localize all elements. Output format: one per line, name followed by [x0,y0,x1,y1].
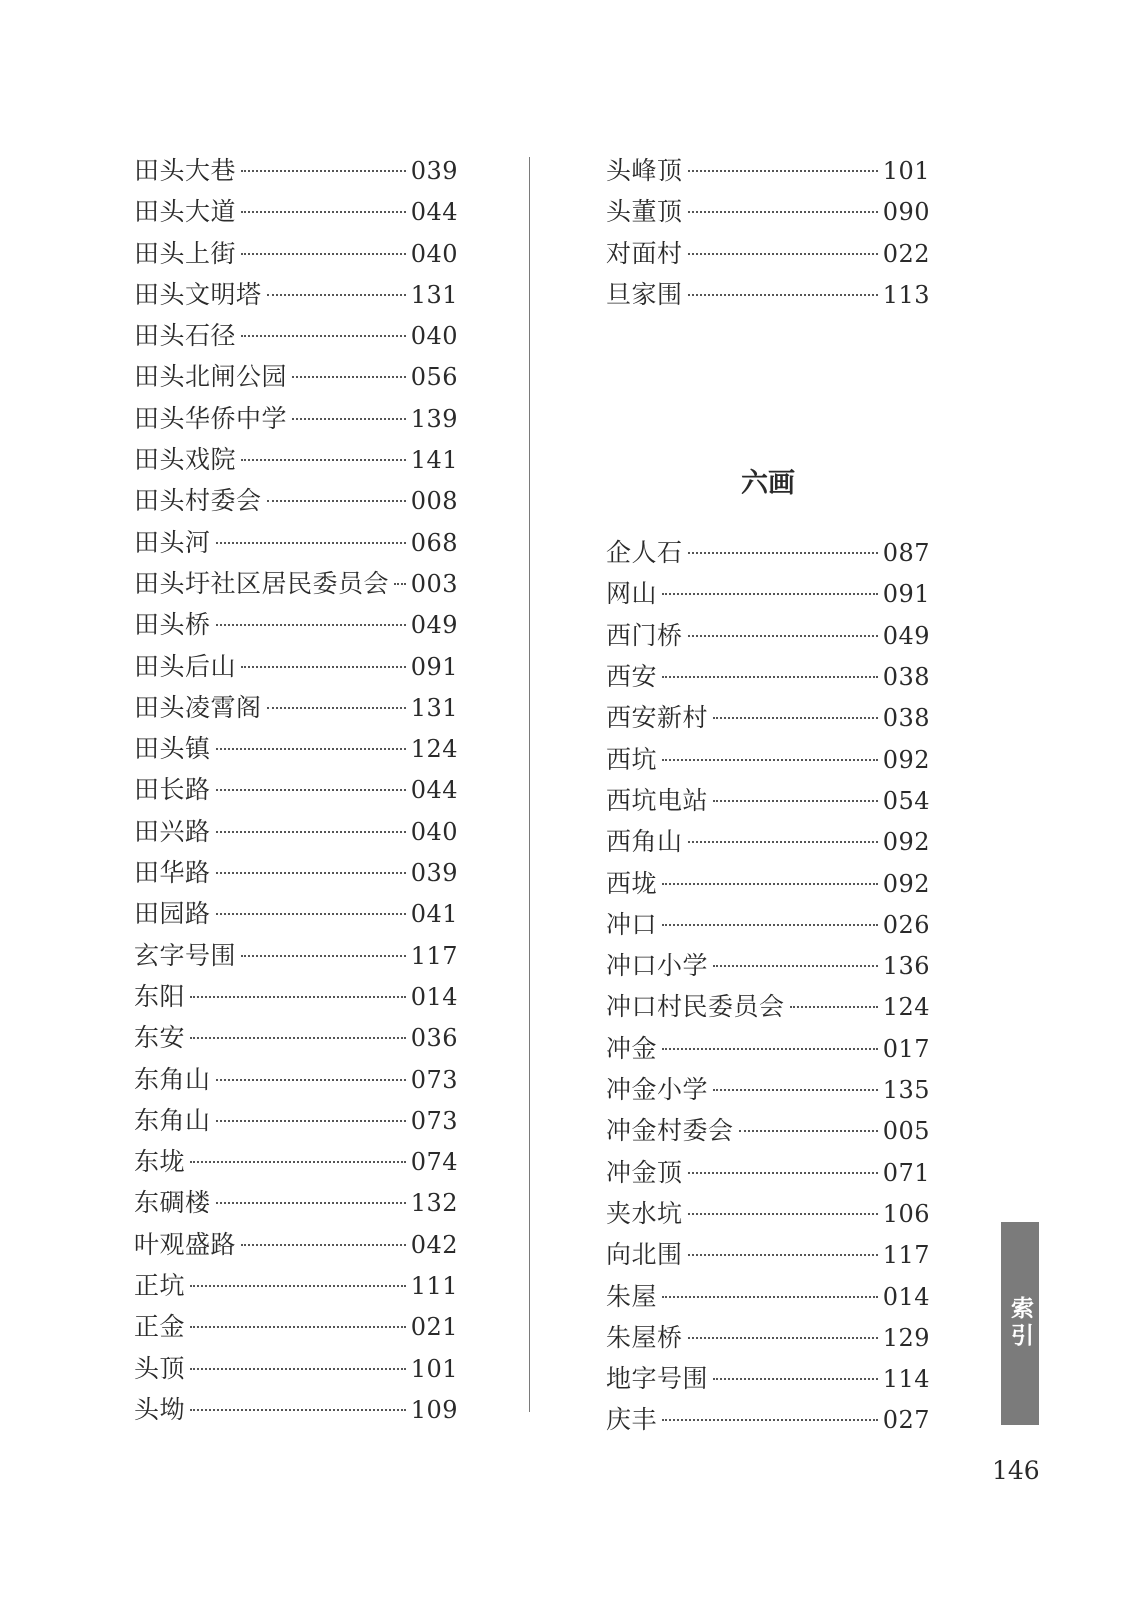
entry-name: 田头村委会 [134,486,262,516]
dot-leader [739,1130,878,1132]
entry-name: 冲金小学 [606,1075,709,1105]
dot-leader [688,170,878,172]
index-entry [606,573,930,614]
entry-name: 朱屋 [606,1281,658,1311]
entry-name: 夹水坑 [606,1198,683,1228]
dot-leader [216,748,406,750]
dot-leader [216,624,406,626]
dot-leader [688,211,878,213]
entry-name: 西坑电站 [606,785,709,815]
entry-name: 田头河 [134,527,211,557]
index-entry [134,893,458,934]
entry-name: 西坑 [606,744,658,774]
entry-page-number: 101 [882,157,930,185]
index-entry [134,191,458,232]
entry-page-number: 124 [882,993,930,1022]
index-entry [134,687,458,728]
index-entry [134,811,458,852]
dot-leader [241,955,406,957]
entry-page-number: 111 [410,1272,458,1301]
index-entry [134,233,458,274]
index-entry [606,1069,930,1110]
dot-leader [190,1037,406,1039]
dot-leader [190,1285,406,1287]
entry-name: 田长路 [134,775,211,805]
dot-leader [190,996,406,998]
dot-leader [713,965,878,967]
entry-page-number: 101 [410,1354,458,1383]
entry-page-number: 054 [882,786,930,815]
entry-page-number: 056 [410,363,458,392]
entry-name: 田头凌霄阁 [134,692,262,722]
entry-page-number: 113 [882,280,930,309]
entry-name: 西安 [606,662,658,692]
entry-name: 田兴路 [134,816,211,846]
entry-page-number: 021 [410,1313,458,1342]
entry-name: 西安新村 [606,703,709,733]
entry-page-number: 039 [410,157,458,185]
entry-page-number: 049 [410,611,458,640]
index-entry [134,1306,458,1347]
entry-name: 冲口 [606,909,658,939]
entry-name: 头顶 [134,1353,186,1383]
dot-leader [267,294,406,296]
entry-name: 田头圩社区居民委员会 [134,568,390,598]
dot-leader [190,1326,406,1328]
dot-leader [688,1254,878,1256]
entry-page-number: 040 [410,817,458,846]
dot-leader [662,593,878,595]
index-entry [134,356,458,397]
index-entry [134,1059,458,1100]
page-number: 146 [992,1456,1040,1485]
entry-page-number: 036 [410,1024,458,1053]
index-right-column [606,150,930,1441]
dot-leader [216,1120,406,1122]
index-entry [134,769,458,810]
dot-leader [394,583,406,585]
entry-page-number: 017 [882,1034,930,1063]
entry-name: 冲金村委会 [606,1116,734,1146]
dot-leader [662,883,878,885]
entry-name: 东垅 [134,1147,186,1177]
dot-leader [267,707,406,709]
entry-page-number: 091 [882,580,930,609]
index-entry [606,656,930,697]
dot-leader [216,789,406,791]
entry-name: 田头大道 [134,197,237,227]
entry-name: 向北围 [606,1240,683,1270]
dot-leader [662,759,878,761]
index-entry [606,1317,930,1358]
entry-page-number: 041 [410,900,458,929]
index-entry [134,646,458,687]
entry-page-number: 114 [882,1365,930,1394]
entry-name: 西垅 [606,868,658,898]
index-right-top-group [606,150,930,315]
entry-name: 对面村 [606,238,683,268]
entry-page-number: 074 [410,1148,458,1177]
dot-leader [713,1378,878,1380]
index-left-column [134,150,458,1430]
entry-name: 田头镇 [134,734,211,764]
dot-leader [688,253,878,255]
entry-page-number: 038 [882,663,930,692]
entry-name: 西门桥 [606,620,683,650]
index-entry [134,1182,458,1223]
index-entry [134,398,458,439]
entry-name: 田头桥 [134,610,211,640]
dot-leader [688,1213,878,1215]
index-entry [134,1100,458,1141]
index-entry [134,1348,458,1389]
entry-page-number: 040 [410,239,458,268]
dot-leader [688,552,878,554]
entry-name: 田头北闸公园 [134,362,288,392]
dot-leader [688,635,878,637]
entry-name: 庆丰 [606,1405,658,1435]
index-entry [606,274,930,315]
dot-leader [688,294,878,296]
entry-name: 头峰顶 [606,156,683,185]
dot-leader [688,1172,878,1174]
dot-leader [688,1337,878,1339]
dot-leader [241,170,406,172]
index-entry [134,976,458,1017]
index-entry [606,233,930,274]
index-entry [134,563,458,604]
index-entry [606,615,930,656]
entry-page-number: 049 [882,621,930,650]
index-entry [606,1193,930,1234]
entry-name: 正金 [134,1312,186,1342]
column-divider [529,157,530,1412]
entry-page-number: 117 [410,941,458,970]
entry-page-number: 091 [410,652,458,681]
dot-leader [216,1079,406,1081]
entry-page-number: 087 [882,539,930,568]
entry-name: 旦家围 [606,279,683,309]
dot-leader [292,376,406,378]
dot-leader [662,1048,878,1050]
index-entry [134,150,458,191]
entry-page-number: 135 [882,1076,930,1105]
dot-leader [662,676,878,678]
side-tab-label: 索引 [1007,1296,1034,1350]
entry-name: 东角山 [134,1105,211,1135]
index-entry [606,1399,930,1440]
entry-page-number: 071 [882,1158,930,1187]
entry-page-number: 068 [410,528,458,557]
entry-page-number: 092 [882,828,930,857]
entry-page-number: 038 [882,704,930,733]
entry-name: 叶观盛路 [134,1229,237,1259]
dot-leader [241,211,406,213]
entry-name: 网山 [606,579,658,609]
entry-name: 东角山 [134,1064,211,1094]
index-side-tab [1001,1222,1039,1425]
index-entry [134,439,458,480]
entry-name: 冲金 [606,1033,658,1063]
entry-page-number: 042 [410,1230,458,1259]
dot-leader [292,418,406,420]
entry-page-number: 003 [410,569,458,598]
entry-name: 田头后山 [134,651,237,681]
index-entry [606,1234,930,1275]
index-entry [606,780,930,821]
index-entry [606,1358,930,1399]
entry-page-number: 039 [410,859,458,888]
entry-name: 企人石 [606,538,683,568]
entry-page-number: 131 [410,280,458,309]
index-entry [134,315,458,356]
index-entry [134,1265,458,1306]
entry-page-number: 008 [410,487,458,516]
dot-leader [662,1296,878,1298]
entry-page-number: 131 [410,693,458,722]
entry-page-number: 106 [882,1199,930,1228]
index-entry [606,191,930,232]
entry-name: 田园路 [134,899,211,929]
entry-page-number: 109 [410,1395,458,1424]
index-entry [606,697,930,738]
index-entry [134,935,458,976]
index-entry [606,986,930,1027]
entry-page-number: 141 [410,446,458,475]
index-entry [134,522,458,563]
entry-page-number: 073 [410,1065,458,1094]
index-entry [606,945,930,986]
entry-name: 头坳 [134,1394,186,1424]
dot-leader [241,666,406,668]
dot-leader [190,1161,406,1163]
entry-page-number: 014 [410,982,458,1011]
dot-leader [216,1202,406,1204]
index-entry [606,150,930,191]
dot-leader [688,841,878,843]
dot-leader [790,1006,878,1008]
dot-leader [216,872,406,874]
dot-leader [267,500,406,502]
dot-leader [216,542,406,544]
entry-name: 朱屋桥 [606,1322,683,1352]
entry-name: 冲口村民委员会 [606,992,785,1022]
dot-leader [190,1409,406,1411]
dot-leader [662,1419,878,1421]
entry-page-number: 092 [882,869,930,898]
index-entry [606,1110,930,1151]
dot-leader [662,924,878,926]
entry-page-number: 117 [882,1241,930,1270]
index-entry [134,480,458,521]
entry-page-number: 044 [410,198,458,227]
dot-leader [713,717,878,719]
entry-page-number: 014 [882,1282,930,1311]
entry-page-number: 022 [882,239,930,268]
dot-leader [241,1244,406,1246]
dot-leader [216,913,406,915]
index-entry [606,1152,930,1193]
entry-name: 东阳 [134,981,186,1011]
index-entry [606,1276,930,1317]
entry-page-number: 005 [882,1117,930,1146]
entry-page-number: 044 [410,776,458,805]
dot-leader [190,1368,406,1370]
entry-page-number: 073 [410,1106,458,1135]
dot-leader [241,459,406,461]
dot-leader [241,335,406,337]
entry-page-number: 132 [410,1189,458,1218]
index-entry [134,604,458,645]
dot-leader [713,800,878,802]
entry-name: 正坑 [134,1271,186,1301]
entry-name: 冲金顶 [606,1157,683,1187]
index-entry [606,1028,930,1069]
index-entry [134,1017,458,1058]
index-entry [606,863,930,904]
index-entry [134,1141,458,1182]
entry-page-number: 090 [882,198,930,227]
entry-name: 田头大巷 [134,156,237,185]
entry-name: 西角山 [606,827,683,857]
entry-page-number: 026 [882,910,930,939]
entry-name: 田头上街 [134,238,237,268]
entry-page-number: 040 [410,322,458,351]
index-entry [606,739,930,780]
entry-name: 东碉楼 [134,1188,211,1218]
index-right-bottom-group [606,532,930,1441]
entry-name: 田头文明塔 [134,279,262,309]
dot-leader [713,1089,878,1091]
entry-name: 东安 [134,1023,186,1053]
entry-name: 田头戏院 [134,445,237,475]
entry-name: 田头华侨中学 [134,403,288,433]
index-entry [134,852,458,893]
index-entry [134,1224,458,1265]
index-entry [134,1389,458,1430]
index-entry [606,821,930,862]
dot-leader [216,831,406,833]
entry-page-number: 136 [882,952,930,981]
entry-page-number: 027 [882,1406,930,1435]
entry-page-number: 129 [882,1323,930,1352]
section-heading: 六画 [741,468,795,500]
index-entry [606,904,930,945]
entry-name: 地字号围 [606,1364,709,1394]
index-entry [134,274,458,315]
entry-name: 田华路 [134,858,211,888]
index-entry [606,532,930,573]
entry-page-number: 092 [882,745,930,774]
dot-leader [241,253,406,255]
entry-name: 玄字号围 [134,940,237,970]
entry-name: 头董顶 [606,197,683,227]
index-entry [134,728,458,769]
entry-page-number: 139 [410,404,458,433]
entry-name: 冲口小学 [606,951,709,981]
entry-page-number: 124 [410,735,458,764]
entry-name: 田头石径 [134,321,237,351]
